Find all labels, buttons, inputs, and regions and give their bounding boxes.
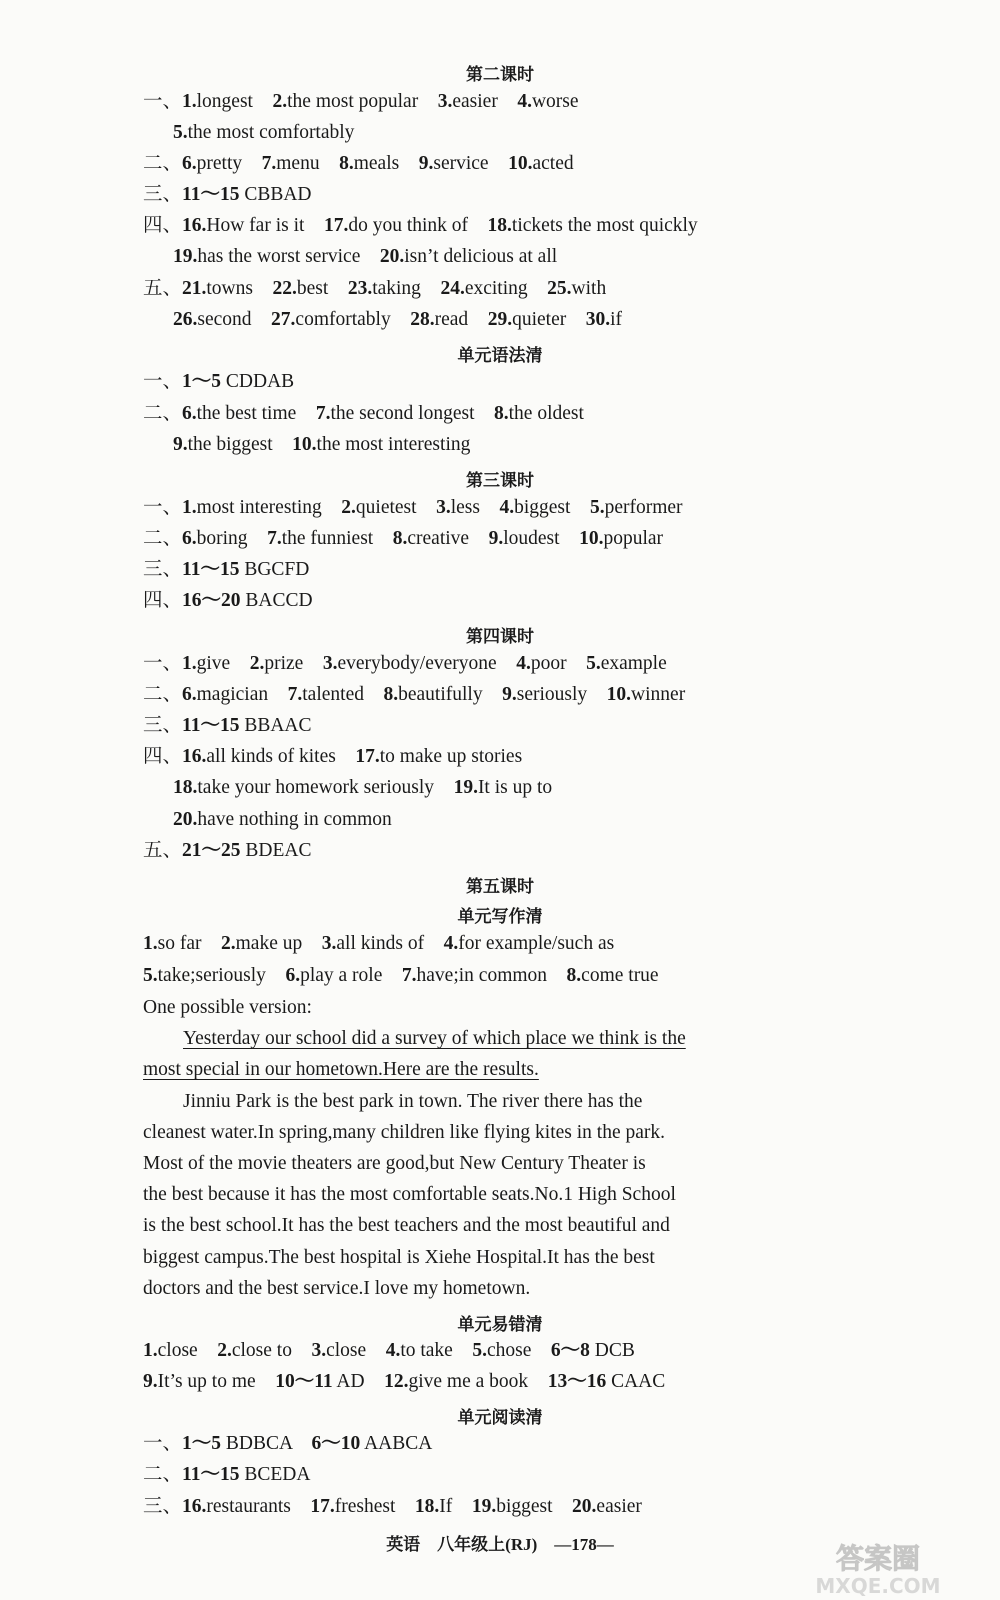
answer-line: 9.It’s up to me 10～11 AD 12.give me a book 13～16 CAAC — [143, 1371, 666, 1392]
answer-line: 5.take;seriously 6.play a role 7.have;in common 8.come true — [143, 965, 659, 986]
essay-line: Jinniu Park is the best park in town. The river there has the — [183, 1091, 643, 1112]
answer-line: 三、16.restaurants 17.freshest 18.If 19.biggest 20.easier — [143, 1496, 642, 1517]
section-title: 第三课时 — [466, 471, 534, 491]
answer-line: 四、16～20 BACCD — [143, 590, 313, 611]
answer-line: 二、6.the best time 7.the second longest 8.the oldest — [143, 403, 584, 424]
answer-line: 1.close 2.close to 3.close 4.to take 5.chose 6～8 DCB — [143, 1340, 635, 1361]
answer-line: 二、6.pretty 7.menu 8.meals 9.service 10.acted — [143, 153, 574, 174]
answer-line: 二、6.magician 7.talented 8.beautifully 9.seriously 10.winner — [143, 684, 686, 705]
section-title: 单元阅读清 — [457, 1408, 543, 1428]
answer-line: 一、1.most interesting 2.quietest 3.less 4.biggest 5.performer — [143, 497, 683, 518]
answer-line: 五、21.towns 22.best 23.taking 24.exciting 25.with — [143, 278, 607, 299]
answer-line: 三、11～15 BGCFD — [143, 559, 310, 580]
essay-line: doctors and the best service.I love my hometown. — [143, 1278, 531, 1299]
essay-line: Most of the movie theaters are good,but New Century Theater is — [143, 1153, 646, 1174]
essay-line: the best because it has the most comfortable seats.No.1 High School — [143, 1184, 676, 1205]
answer-line: 26.second 27.comfortably 28.read 29.quieter 30.if — [173, 309, 623, 330]
essay-line: cleanest water.In spring,many children like flying kites in the park. — [143, 1122, 666, 1143]
answer-line: 二、11～15 BCEDA — [143, 1464, 311, 1485]
version-label: One possible version: — [143, 997, 312, 1018]
answer-line: 四、16.all kinds of kites 17.to make up stories — [143, 746, 523, 767]
answer-line: 20.have nothing in common — [173, 809, 392, 830]
answer-line: 一、1～5 BDBCA 6～10 AABCA — [143, 1433, 433, 1454]
svg-text:MXQE.COM: MXQE.COM — [815, 1574, 941, 1598]
section-title: 第二课时 — [466, 65, 534, 85]
answer-line: 一、1.give 2.prize 3.everybody/everyone 4.poor 5.example — [143, 653, 667, 674]
essay-line: biggest campus.The best hospital is Xiehe Hospital.It has the best — [143, 1247, 655, 1268]
answer-line: 四、16.How far is it 17.do you think of 18.tickets the most quickly — [143, 215, 698, 236]
answer-line: 5.the most comfortably — [173, 122, 355, 143]
svg-text:答案圈: 答案圈 — [835, 1542, 921, 1575]
essay-intro-line: Yesterday our school did a survey of which place we think is the — [183, 1028, 686, 1049]
section-title: 第五课时 — [466, 877, 534, 897]
answer-line: 一、1～5 CDDAB — [143, 371, 295, 392]
answer-line: 9.the biggest 10.the most interesting — [173, 434, 471, 455]
essay-line: is the best school.It has the best teachers and the most beautiful and — [143, 1215, 670, 1236]
answer-line: 18.take your homework seriously 19.It is up to — [173, 777, 553, 798]
section-subtitle: 单元写作清 — [457, 907, 543, 927]
essay-intro-line: most special in our hometown.Here are the results. — [143, 1059, 539, 1080]
answer-line: 一、1.longest 2.the most popular 3.easier 4.worse — [143, 91, 579, 112]
section-title: 单元语法清 — [457, 346, 543, 366]
answer-line: 三、11～15 BBAAC — [143, 715, 312, 736]
watermark-logo-icon — [778, 1538, 978, 1598]
answer-line: 五、21～25 BDEAC — [143, 840, 312, 861]
section-title: 第四课时 — [466, 627, 534, 647]
section-title: 单元易错清 — [457, 1315, 543, 1335]
answer-line: 三、11～15 CBBAD — [143, 184, 312, 205]
answer-line: 19.has the worst service 20.isn’t delicious at all — [173, 246, 558, 267]
answer-line: 1.so far 2.make up 3.all kinds of 4.for example/such as — [143, 933, 615, 954]
answer-line: 二、6.boring 7.the funniest 8.creative 9.loudest 10.popular — [143, 528, 664, 549]
page-footer: 英语 八年级上(RJ) —178— — [386, 1535, 614, 1554]
